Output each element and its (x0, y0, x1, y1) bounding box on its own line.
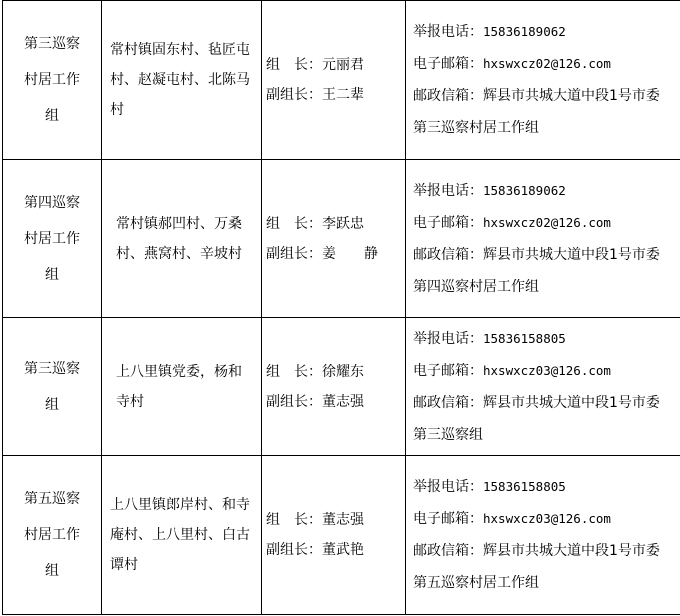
deputy-name: 王二辈 (322, 87, 364, 103)
email-address: hxswxcz02@126.com (483, 56, 611, 71)
phone-label: 举报电话： (413, 330, 483, 347)
group-name: 第五巡察村居工作组 (24, 491, 80, 579)
scope-cell (102, 318, 262, 456)
deputy-line (262, 535, 405, 565)
mail-recipient: 第三巡察村居工作组 (413, 120, 539, 136)
email-address: hxswxcz02@126.com (483, 214, 611, 230)
group-name: 第四巡察村居工作组 (24, 194, 80, 283)
deputy-name: 董武艳 (322, 542, 364, 558)
mail-label: 邮政信箱： (413, 394, 483, 411)
email-address: hxswxcz03@126.com (483, 362, 611, 378)
email-line (406, 355, 680, 387)
phone-line (406, 16, 680, 48)
deputy-label: 副组长： (266, 245, 322, 262)
inspection-groups-table (2, 0, 680, 615)
scope-cell (102, 1, 262, 160)
mail-recipient: 第五巡察村居工作组 (413, 575, 539, 591)
leader-line (262, 505, 405, 535)
leader-label: 组 长： (266, 363, 322, 380)
leader-name: 董志强 (322, 512, 364, 528)
deputy-label: 副组长： (266, 87, 322, 103)
mail-label: 邮政信箱： (413, 246, 483, 263)
phone-label: 举报电话： (413, 24, 483, 40)
contact-cell (406, 1, 680, 160)
mail-line (406, 387, 680, 419)
phone-line (406, 175, 680, 207)
leader-label: 组 长： (266, 215, 322, 232)
group-cell (3, 1, 102, 160)
phone-label: 举报电话： (413, 479, 483, 495)
leader-line (262, 209, 405, 239)
leaders-cell (262, 1, 406, 160)
mail-label: 邮政信箱： (413, 88, 483, 104)
leader-line (262, 50, 405, 80)
leader-name: 元丽君 (322, 57, 364, 73)
leaders-cell (262, 318, 406, 456)
leader-label: 组 长： (266, 512, 322, 528)
phone-number: 15836158805 (483, 479, 566, 494)
contact-cell (406, 160, 680, 318)
email-label: 电子邮箱： (413, 511, 483, 527)
mail-line (406, 239, 680, 271)
scope-cell (102, 456, 262, 615)
phone-line (406, 323, 680, 355)
email-label: 电子邮箱： (413, 362, 483, 379)
leaders-cell (262, 160, 406, 318)
table-row (3, 318, 680, 456)
deputy-line (262, 80, 405, 110)
group-cell (3, 160, 102, 318)
group-name: 第三巡察组 (24, 360, 80, 413)
contact-cell (406, 318, 680, 456)
deputy-label: 副组长： (266, 393, 322, 410)
email-line (406, 503, 680, 535)
table-row (3, 1, 680, 160)
deputy-line (262, 387, 405, 417)
table-row (3, 160, 680, 318)
mail-address: 辉县市共城大道中段1号市委 (483, 543, 660, 559)
phone-number: 15836189062 (483, 182, 566, 198)
mail-recipient: 第三巡察组 (413, 426, 483, 443)
mail-label: 邮政信箱： (413, 543, 483, 559)
deputy-name: 姜 静 (322, 245, 378, 262)
email-line (406, 207, 680, 239)
deputy-label: 副组长： (266, 542, 322, 558)
scope-cell (102, 160, 262, 318)
phone-number: 15836189062 (483, 24, 566, 39)
deputy-line (262, 239, 405, 269)
email-line (406, 48, 680, 80)
email-address: hxswxcz03@126.com (483, 511, 611, 526)
scope-text: 常村镇固东村、毡匠屯村、赵凝屯村、北陈马村 (110, 42, 250, 118)
scope-text: 上八里镇党委，杨和寺村 (116, 363, 242, 410)
phone-line (406, 471, 680, 503)
phone-label: 举报电话： (413, 182, 483, 199)
leaders-cell (262, 456, 406, 615)
group-cell (3, 318, 102, 456)
phone-number: 15836158805 (483, 330, 566, 346)
leader-line (262, 357, 405, 387)
mail-line (406, 80, 680, 112)
leader-label: 组 长： (266, 57, 322, 73)
mail-address: 辉县市共城大道中段1号市委 (483, 246, 660, 263)
table-row (3, 456, 680, 615)
group-cell (3, 456, 102, 615)
scope-text: 上八里镇郎岸村、和寺庵村、上八里村、白古谭村 (110, 497, 250, 573)
leader-name: 李跃忠 (322, 215, 364, 232)
email-label: 电子邮箱： (413, 214, 483, 231)
group-name: 第三巡察村居工作组 (24, 36, 80, 124)
mail-recipient: 第四巡察村居工作组 (413, 278, 539, 295)
mail-address: 辉县市共城大道中段1号市委 (483, 394, 660, 411)
deputy-name: 董志强 (322, 393, 364, 410)
scope-text: 常村镇郝凹村、万桑村、燕窝村、辛坡村 (116, 215, 242, 262)
leader-name: 徐耀东 (322, 363, 364, 380)
mail-line (406, 535, 680, 567)
mail-address: 辉县市共城大道中段1号市委 (483, 88, 660, 104)
email-label: 电子邮箱： (413, 56, 483, 72)
contact-cell (406, 456, 680, 615)
